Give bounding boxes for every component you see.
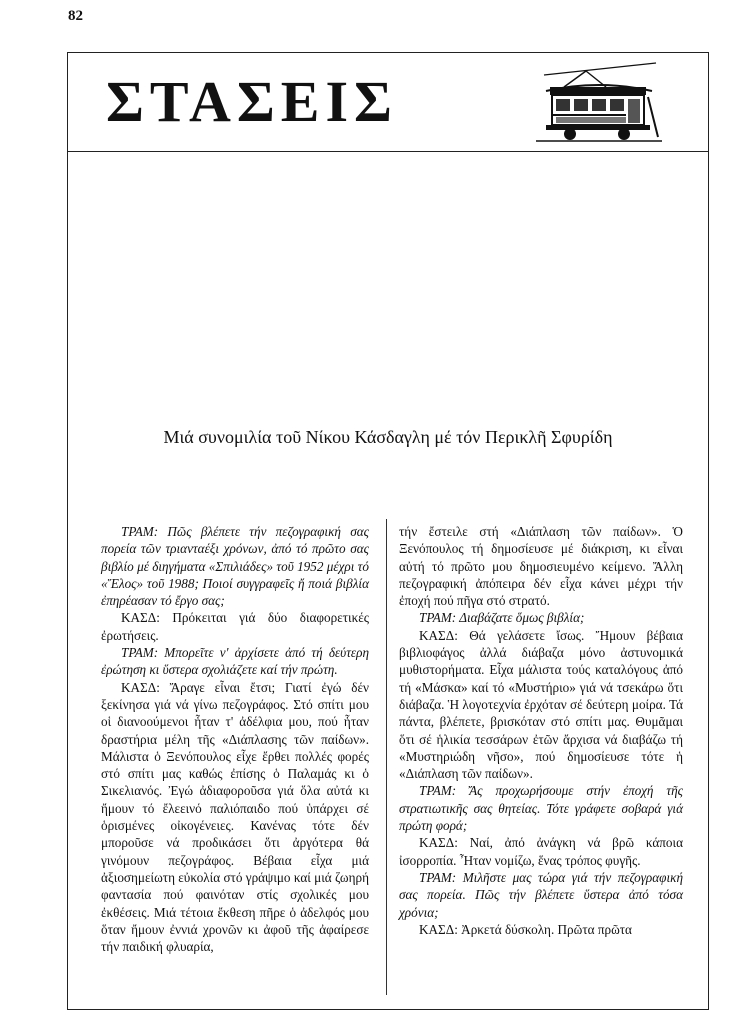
header-divider xyxy=(68,151,708,152)
question-text: Πῶς βλέπετε τήν πεζογραφική σας πορεία τῶν τριανταέξι χρόνων, ἀπό τό πρῶτο σας βιβλίο μέ διηγήματα «Σπιλιάδες» τοῦ 1952 μέχρι τό «Ἕλος» τοῦ 1988; Ποιοί συγγραφεῖς ἤ ποιά βιβλία ἐπηρέασαν τό ἔργο σας; xyxy=(101,524,369,609)
column-divider xyxy=(386,519,387,995)
speaker-label: ΚΑΣΔ: xyxy=(419,921,458,937)
paragraph-question xyxy=(101,523,369,609)
masthead-title: ΣΤΑΣΕΙΣ xyxy=(106,69,398,134)
question-text: Διαβάζατε ὅμως βιβλία; xyxy=(456,610,585,626)
answer-text: Θά γελάσετε ἴσως. Ἤμουν βέβαια βιβλιοφάγος ἀλλά διάβαζα μόνο ἀστυνομικά μυθιστορήματα. Εἶχα μάλιστα τούς καταλόγους ἀπό τή «Μάσκα» καί τό «Μυστήριο» γιά νά τσεκάρω ὅτι διάβαζα. Ἡ λογοτεχνία ἐρχόταν σέ δεύτερη μοίρα. Τά πάντα, βλέπετε, βρισκόταν στό σπίτι μας. Θυμᾶμαι ὅτι σέ ἡλικία τεσσάρων ἐτῶν ἄρχισα νά διαβάζω τή «Μυστηριώδη νῆσο», πού δημοσίευσε τότε ἡ «Διάπλαση τῶν παίδων». xyxy=(399,627,683,782)
page-frame xyxy=(67,52,709,1010)
answer-text: Ναί, ἀπό ἀνάγκη νά βρῶ κάποια ἰσορροπία. Ἦταν νομίζω, ἕνας τρόπος φυγῆς. xyxy=(399,835,683,868)
paragraph-question xyxy=(399,782,683,834)
paragraph-question xyxy=(399,609,683,626)
paragraph-continued xyxy=(399,523,683,609)
speaker-label: ΚΑΣΔ: xyxy=(121,679,160,695)
tram-icon xyxy=(536,57,662,143)
speaker-label: ΤΡΑΜ: xyxy=(419,610,457,626)
question-text: Ἄς προχωρήσουμε στήν ἐποχή τῆς στρατιωτικῆς σας θητείας. Τότε γράφετε σοβαρά γιά πρώτη φορά; xyxy=(399,783,683,834)
speaker-label: ΚΑΣΔ: xyxy=(419,627,458,643)
question-text: Μπορεῖτε ν' ἀρχίσετε ἀπό τή δεύτερη ἐρώτηση κι ὕστερα σχολιάζετε καί τήν πρώτη. xyxy=(101,645,369,678)
paragraph-answer xyxy=(101,609,369,644)
answer-text: Ἄραγε εἶναι ἔτσι; Γιατί ἐγώ δέν ξεκίνησα γιά νά γίνω πεζογράφος. Στό σπίτι μου οἱ διανοούμενοι ἦταν τ' ἀδέλφια μου, πού ἦταν δραστήρια μέλη τῆς «Διάπλασης τῶν παίδων». Μάλιστα ὁ Ξενόπουλος εἶχε ἔρθει πολλές φορές στό σπίτι μας καθώς ἐπίσης ὁ Παλαμάς κι ὁ Σικελιανός. Ἐγώ ἀδιαφοροῦσα γιά ὅλα αὐτά κι ἤμουν τό ἔλεεινό παλιόπαιδο πού ὑπάρχει σέ ὁρισμένες οἰκογένειες. Κανένας τότε δέν μποροῦσε νά προδικάσει ὅτι ἀργότερα θά γινόμουν πεζογράφος. Βέβαια εἶχα μιά ἀξιοσημείωτη εὐκολία στό γράψιμο καί μιά ζωηρή φαντασία πού φαινόταν στίς σχολικές μου ἐκθέσεις. Μιά τέτοια ἔκθεση πῆρε ὁ ἀδελφός μου ὅταν ἤμουν ἐννιά χρονῶν κι ἀφοῦ τῆς ἀφαίρεσε τήν παιδική φλυαρία, xyxy=(101,679,369,955)
paragraph-answer xyxy=(399,921,683,938)
text-column-right xyxy=(399,523,683,938)
page-number: 82 xyxy=(68,8,83,24)
paragraph-question xyxy=(101,644,369,679)
speaker-label: ΚΑΣΔ: xyxy=(121,610,160,626)
question-text: Μιλῆστε μας τώρα γιά τήν πεζογραφική σας πορεία. Πῶς τήν βλέπετε ὕστερα ἀπό τόσα χρόνια; xyxy=(399,869,683,920)
paragraph-answer xyxy=(399,627,683,783)
answer-text: Ἀρκετά δύσκολη. Πρῶτα πρῶτα xyxy=(457,921,632,937)
paragraph-answer xyxy=(101,679,369,956)
paragraph-answer xyxy=(399,834,683,869)
speaker-label: ΤΡΑΜ: xyxy=(419,783,457,799)
answer-text: Πρόκειται γιά δύο διαφορετικές ἐρωτήσεις. xyxy=(101,610,369,643)
answer-text: τήν ἔστειλε στή «Διάπλαση τῶν παίδων». Ὁ Ξενόπουλος τή δημοσίευσε μέ διάκριση, κι εἶναι αὐτή τό πρῶτο μου δημοσιευμένο κείμενο. Ἄλλη πεζογραφική ἀπόπειρα δέν εἶχα κάνει μέχρι τήν ἐποχή πού πῆγα στό στρατό. xyxy=(399,524,683,609)
article-subtitle: Μιά συνομιλία τοῦ Νίκου Κάσδαγλη μέ τόν Περικλῆ Σφυρίδη xyxy=(163,427,613,447)
speaker-label: ΤΡΑΜ: xyxy=(121,645,159,661)
speaker-label: ΤΡΑΜ: xyxy=(121,524,159,539)
speaker-label: ΚΑΣΔ: xyxy=(419,835,458,851)
paragraph-question xyxy=(399,869,683,921)
text-column-left xyxy=(101,523,369,955)
speaker-label: ΤΡΑΜ: xyxy=(419,869,457,885)
